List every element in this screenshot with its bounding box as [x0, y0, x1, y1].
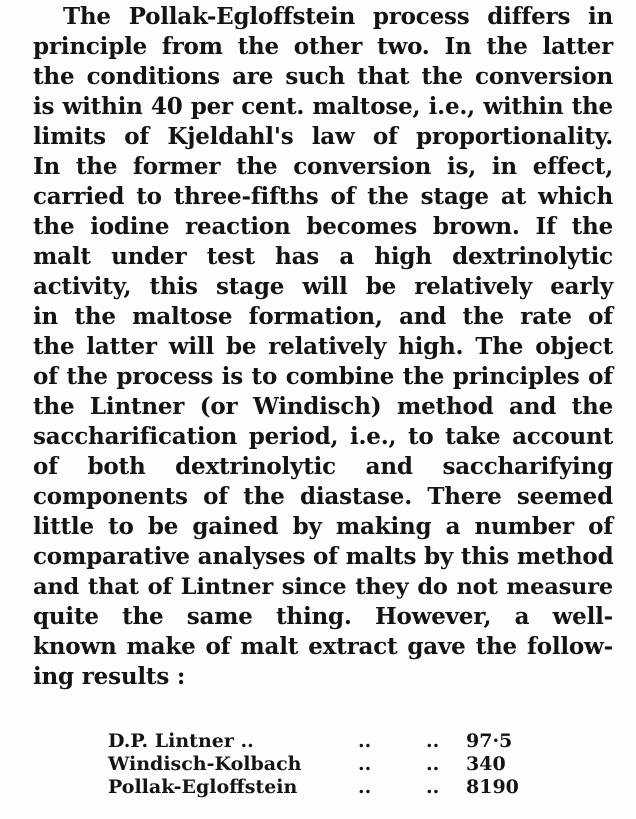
text-line: ing results :: [33, 663, 186, 690]
text-line: comparative analyses of malts by this method: [33, 543, 614, 570]
method-value: 340: [466, 753, 506, 775]
leader-dots: ..: [426, 753, 440, 775]
text-line: and that of Lintner since they do not measure: [33, 574, 613, 600]
leader-dots: ..: [358, 730, 372, 752]
method-label: Pollak-Egloffstein: [108, 776, 298, 798]
method-label: D.P. Lintner ..: [108, 730, 254, 752]
text-line: components of the diastase. There seemed: [33, 483, 613, 510]
results-table: [108, 730, 528, 799]
text-line: little to be gained by making a number of: [33, 513, 613, 540]
text-line: the iodine reaction becomes brown. If the: [33, 213, 613, 240]
table-row: [108, 753, 528, 776]
text-line: quite the same thing. However, a well-: [33, 603, 613, 630]
method-value: 8190: [466, 776, 519, 798]
text-line: the conditions are such that the conversion: [33, 63, 613, 90]
text-line: known make of malt extract gave the follow-: [33, 633, 613, 660]
text-line: of both dextrinolytic and saccharifying: [33, 453, 613, 480]
text-line: saccharification period, i.e., to take account: [33, 423, 613, 450]
text-line: of the process is to combine the principles of: [33, 363, 613, 390]
text-line: in the maltose formation, and the rate of: [33, 303, 613, 330]
text-line: The Pollak-Egloffstein process differs in: [63, 3, 613, 30]
leader-dots: ..: [358, 753, 372, 775]
table-row: [108, 776, 528, 799]
text-line: activity, this stage will be relatively early: [33, 273, 613, 300]
text-line: In the former the conversion is, in effect,: [33, 153, 613, 180]
table-row: [108, 730, 528, 753]
text-line: is within 40 per cent. maltose, i.e., within the: [33, 93, 613, 120]
leader-dots: ..: [426, 730, 440, 752]
body-paragraph: [33, 2, 613, 692]
text-line: principle from the other two. In the latter: [33, 33, 613, 60]
text-line: the Lintner (or Windisch) method and the: [33, 393, 613, 420]
method-label: Windisch-Kolbach: [108, 753, 302, 775]
text-line: the latter will be relatively high. The object: [33, 333, 613, 360]
text-line: carried to three-fifths of the stage at which: [33, 183, 613, 210]
method-value: 97·5: [466, 730, 513, 752]
text-line: malt under test has a high dextrinolytic: [33, 243, 613, 270]
leader-dots: ..: [426, 776, 440, 798]
text-line: limits of Kjeldahl's law of proportionality.: [33, 123, 613, 150]
leader-dots: ..: [358, 776, 372, 798]
